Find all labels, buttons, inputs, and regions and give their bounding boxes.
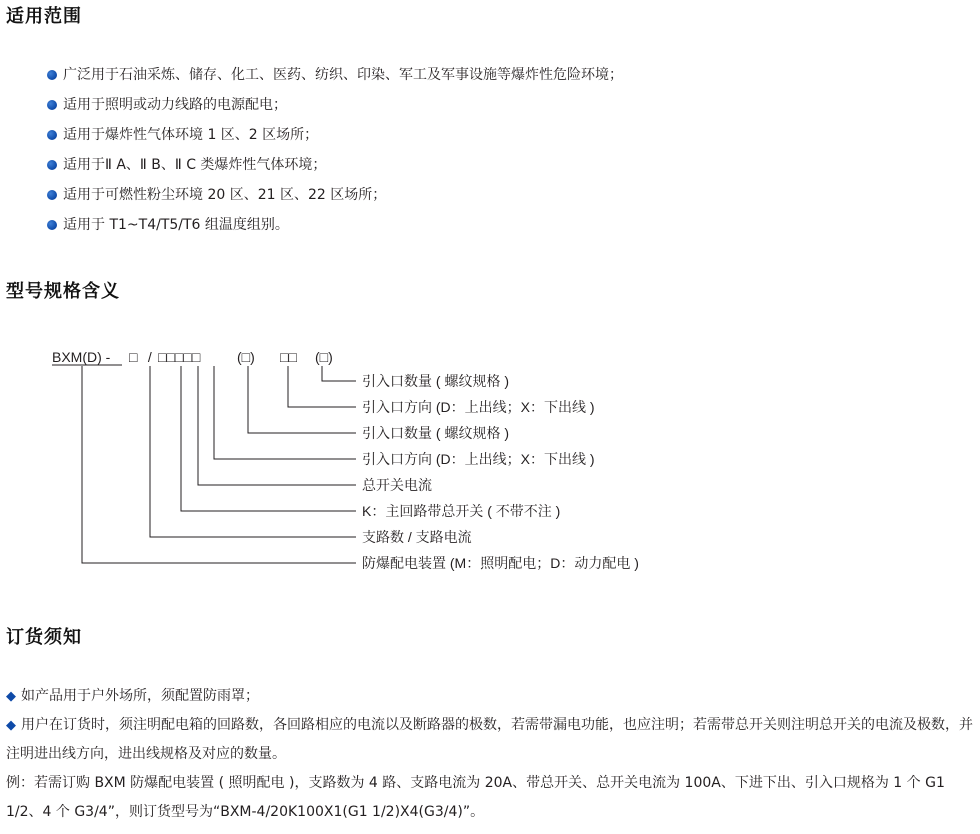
- code-label-entry-direction-2: 引入口方向 (D：上出线；X：下出线 ): [362, 399, 595, 415]
- list-item-text: 适用于可燃性粉尘环境 20 区、21 区、22 区场所；: [63, 187, 387, 203]
- model-code-boxes-2: □□: [280, 349, 297, 365]
- section-title-scope: 适用范围: [6, 6, 82, 27]
- model-code-paren-box-2: (□): [315, 349, 333, 365]
- list-item-text: 广泛用于石油采炼、储存、化工、医药、纺织、印染、军工及军事设施等爆炸性危险环境；: [63, 67, 623, 83]
- list-item: [46, 93, 623, 123]
- list-item-text: 适用于Ⅱ A、Ⅱ B、Ⅱ C 类爆炸性气体环境；: [63, 157, 327, 173]
- code-label-main-switch-current: 总开关电流: [362, 477, 432, 493]
- blue-dot-icon: [47, 220, 57, 230]
- scope-list: [46, 63, 623, 243]
- list-item: [46, 123, 623, 153]
- model-code-prefix: BXM(D) -: [52, 349, 115, 365]
- blue-dot-icon: [47, 130, 57, 140]
- list-item-text: 适用于 T1~T4/T5/T6 组温度组别。: [63, 217, 289, 233]
- order-note: [6, 682, 978, 711]
- list-item: [46, 63, 623, 93]
- blue-dot-icon: [47, 100, 57, 110]
- code-label-device-type: 防爆配电装置 (M：照明配电；D：动力配电 ): [362, 555, 639, 571]
- order-note: [6, 711, 978, 769]
- list-item-text: 适用于爆炸性气体环境 1 区、2 区场所；: [63, 127, 319, 143]
- code-label-entry-count-1: 引入口数量 ( 螺纹规格 ): [362, 425, 509, 441]
- model-code-slash: /: [144, 349, 156, 365]
- blue-diamond-icon: ◆: [6, 718, 16, 733]
- section-title-model: 型号规格含义: [6, 281, 120, 302]
- blue-dot-icon: [47, 70, 57, 80]
- blue-diamond-icon: ◆: [6, 689, 16, 704]
- leader-lines: [52, 365, 356, 563]
- blue-dot-icon: [47, 160, 57, 170]
- list-item: [46, 183, 623, 213]
- list-item-text: 适用于照明或动力线路的电源配电；: [63, 97, 287, 113]
- order-example: 例：若需订购 BXM 防爆配电装置 ( 照明配电 )，支路数为 4 路、支路电流为 20A、带总开关、总开关电流为 100A、下进下出、引入口规格为 1 个 G1 1/2、4 个 G3/4”，则订货型号为“BXM-4/20K100X1(G1 1/2)X4(G3/4)”。: [6, 775, 945, 820]
- order-note-text: 如产品用于户外场所，须配置防雨罩；: [21, 688, 259, 704]
- list-item: [46, 153, 623, 183]
- model-code-paren-box: (□): [237, 349, 255, 365]
- code-label-entry-direction-1: 引入口方向 (D：上出线；X：下出线 ): [362, 451, 595, 467]
- model-code-boxes: □□□□□: [158, 349, 201, 365]
- code-label-entry-count-2: 引入口数量 ( 螺纹规格 ): [362, 373, 509, 389]
- code-label-main-switch: K：主回路带总开关 ( 不带不注 ): [362, 503, 561, 519]
- code-label-branch: 支路数 / 支路电流: [362, 529, 472, 545]
- model-code-diagram: [0, 330, 700, 580]
- order-notes: [6, 682, 978, 827]
- blue-dot-icon: [47, 190, 57, 200]
- model-code-box: □: [129, 349, 138, 365]
- order-note-text: 用户在订货时，须注明配电箱的回路数，各回路相应的电流以及断路器的极数，若需带漏电功能，也应注明；若需带总开关则注明总开关的电流及极数，并注明进出线方向，进出线规格及对应的数量。: [6, 717, 973, 762]
- list-item: [46, 213, 623, 243]
- section-title-order: 订货须知: [6, 627, 82, 648]
